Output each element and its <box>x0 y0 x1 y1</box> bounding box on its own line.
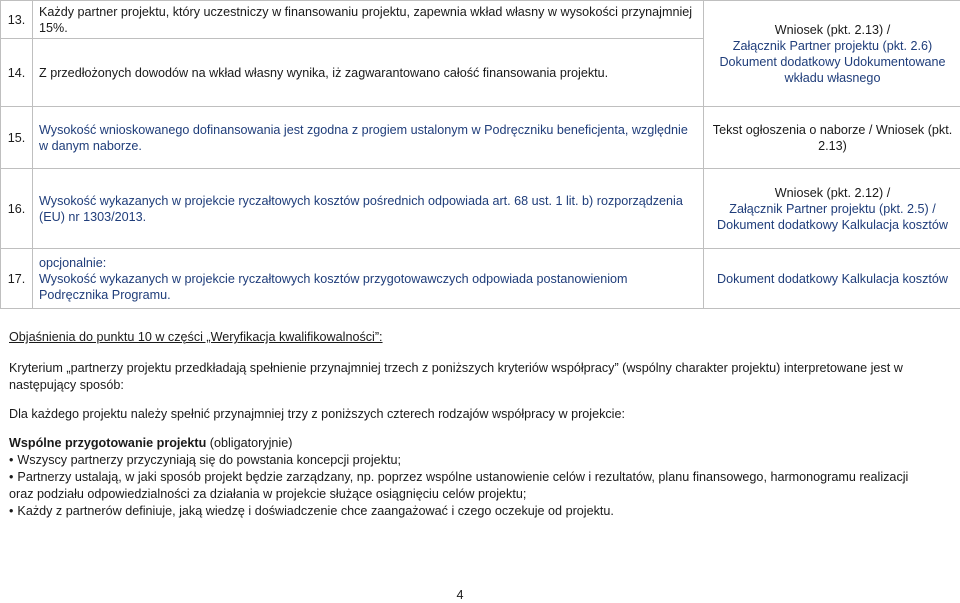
list-item-text: Partnerzy ustalają, w jaki sposób projekt będzie zarządzany, np. poprzez wspólne ustanowienie celów i rezultatów, planu finansowego, harmonogramu realizacji oraz podziału odpowiedzialności za działania w projekcie służące osiągnięciu celów projektu; <box>9 470 909 501</box>
joint-preparation-suffix: (obligatoryjnie) <box>206 436 293 450</box>
notes-heading: Objaśnienia do punktu 10 w części „Weryfikacja kwalifikowalności”: <box>9 330 383 344</box>
row-number: 16. <box>1 169 33 249</box>
source-cell: Tekst ogłoszenia o naborze / Wniosek (pkt. 2.13) <box>704 107 960 169</box>
source-cell <box>704 169 960 249</box>
optional-label: opcjonalnie: <box>39 255 107 270</box>
page-number: 4 <box>456 588 464 602</box>
source-line: Wniosek (pkt. 2.13) / <box>774 22 891 37</box>
row-number: 15. <box>1 107 33 169</box>
criterion-text: Wysokość wnioskowanego dofinansowania jest zgodna z progiem ustalonym w Podręczniku beneficjenta, względnie w danym naborze. <box>33 107 704 169</box>
table-row <box>1 169 960 249</box>
criterion-text: Wysokość wykazanych w projekcie ryczałtowych kosztów przygotowawczych odpowiada postanowieniom Podręcznika Programu. <box>39 271 628 302</box>
criterion-text: Każdy partner projektu, który uczestniczy w finansowaniu projektu, zapewnia wkład własny w wysokości przynajmniej 15%. <box>33 1 704 39</box>
bullet-icon: • <box>9 453 14 467</box>
row-number: 17. <box>1 249 33 309</box>
source-line: Wniosek (pkt. 2.12) / <box>774 185 891 200</box>
notes-paragraph: Kryterium „partnerzy projektu przedkładają spełnienie przynajmniej trzech z poniższych kryteriów współpracy” (wspólny charakter projektu) interpretowane jest w następujący sposób: <box>9 361 903 392</box>
list-item-text: Wszyscy partnerzy przyczyniają się do powstania koncepcji projektu; <box>17 453 401 467</box>
source-line: Dokument dodatkowy Udokumentowane wkładu własnego <box>719 54 946 85</box>
criterion-cell <box>33 249 704 309</box>
joint-preparation-heading <box>9 435 914 452</box>
explanation-notes <box>9 329 914 520</box>
list-item-text: Każdy z partnerów definiuje, jaką wiedzę i doświadczenie chce zaangażować i czego oczekuje od projektu. <box>17 504 614 518</box>
criterion-text: Z przedłożonych dowodów na wkład własny wynika, iż zagwarantowano całość finansowania projektu. <box>33 39 704 107</box>
criterion-text: Wysokość wykazanych w projekcie ryczałtowych kosztów pośrednich odpowiada art. 68 ust. 1 lit. b) rozporządzenia (EU) nr 1303/2013. <box>33 169 704 249</box>
source-cell <box>704 1 960 107</box>
table-row <box>1 1 960 39</box>
list-item <box>9 452 914 469</box>
row-number: 13. <box>1 1 33 39</box>
bullet-icon: • <box>9 470 14 484</box>
list-item <box>9 503 914 520</box>
source-line: Załącznik Partner projektu (pkt. 2.5) / Dokument dodatkowy Kalkulacja kosztów <box>717 201 948 232</box>
notes-paragraph: Dla każdego projektu należy spełnić przynajmniej trzy z poniższych czterech rodzajów współpracy w projekcie: <box>9 407 625 421</box>
source-cell: Dokument dodatkowy Kalkulacja kosztów <box>704 249 960 309</box>
list-item <box>9 469 914 503</box>
table-row <box>1 107 960 169</box>
joint-preparation-title: Wspólne przygotowanie projektu <box>9 436 207 450</box>
table-row <box>1 249 960 309</box>
source-line: Załącznik Partner projektu (pkt. 2.6) <box>732 38 933 53</box>
bullet-icon: • <box>9 504 14 518</box>
row-number: 14. <box>1 39 33 107</box>
